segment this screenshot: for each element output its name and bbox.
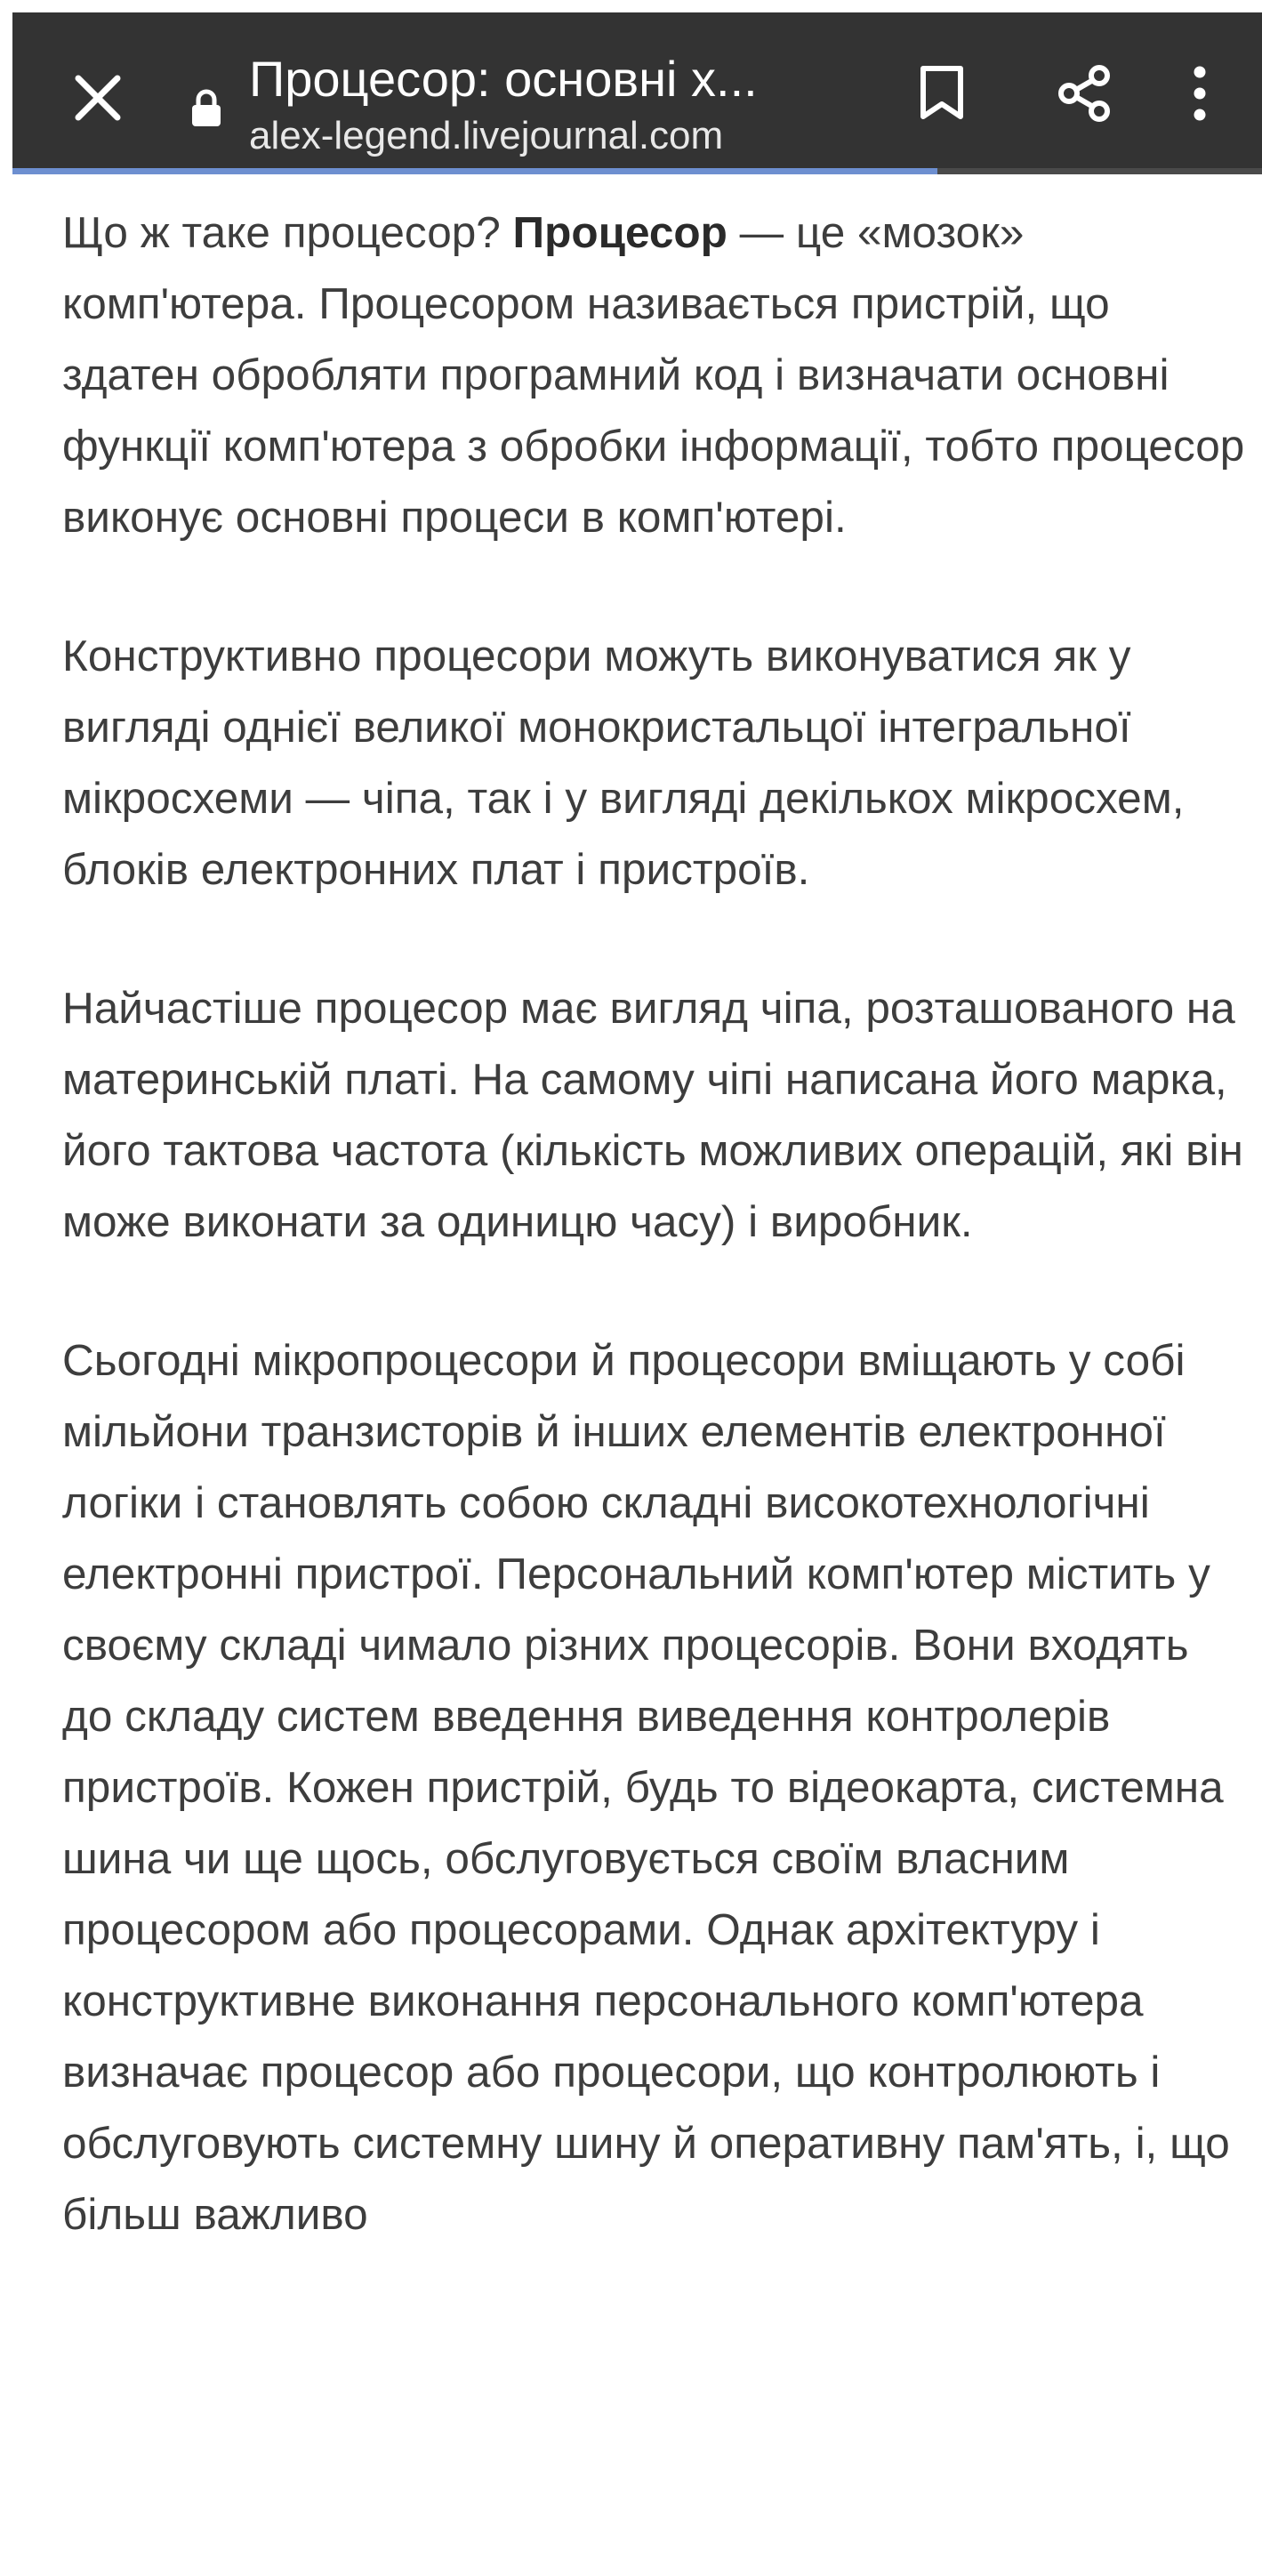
page-url: alex-legend.livejournal.com	[249, 114, 724, 157]
close-button[interactable]	[44, 44, 151, 151]
close-icon	[73, 73, 123, 123]
share-icon	[1055, 64, 1113, 123]
more-vertical-icon	[1191, 65, 1209, 122]
article-paragraph-3: Найчастіше процесор має вигляд чіпа, розташованого на материнській платі. На самому чіпі написана його марка, його тактова частота (кількість можливих операцій, які він може виконати за одиницю часу) і виробник.	[62, 984, 1243, 1246]
page-load-progress	[12, 168, 1262, 174]
paragraph-1-lead: Що ж таке процесор?	[62, 208, 513, 257]
page-info[interactable]	[249, 48, 863, 160]
more-menu-button[interactable]	[1160, 44, 1240, 142]
article-paragraph-4: Сьогодні мікропроцесори й процесори вміщають у собі мільйони транзисторів й інших елементів електронної логіки і становлять собою складні високотехнологічні електронні пристрої. Персональний комп'ютер містить у своєму складі чимало різних процесорів. Вони входять до складу систем введення виведення контролерів пристроїв. Кожен пристрій, будь то відеокарта, системна шина чи ще щось, обслуговується своїм власним процесором або процесорами. Однак архітектуру і конструктивне виконання персонального комп'ютера визначає процесор або процесори, що контролюють і обслуговують системну шину й оперативну пам'ять, і, що більш важливо	[62, 1336, 1230, 2239]
paragraph-1-bold-term: Процесор	[512, 208, 727, 257]
page-title: Процесор: основні х...	[249, 51, 758, 107]
article-paragraph-2: Конструктивно процесори можуть виконуватися як у вигляді однієї великої монокристальцої інтегральної мікросхеми — чіпа, так і у вигляді декількох мікросхем, блоків електронних плат і пристроїв.	[62, 632, 1185, 894]
bookmark-icon	[918, 65, 966, 122]
bookmark-button[interactable]	[893, 44, 991, 142]
article-body	[62, 197, 1250, 2318]
share-button[interactable]	[1035, 44, 1133, 142]
paragraph-1-rest: — це «мозок» комп'ютера. Процесором називається пристрій, що здатен обробляти програмний код і визначати основні функції комп'ютера з обробки інформації, тобто процесор виконує основні процеси в комп'ютері.	[62, 208, 1245, 542]
browser-toolbar	[12, 12, 1262, 174]
lock-icon	[190, 89, 222, 128]
article-paragraph-1	[62, 197, 1250, 553]
page-load-progress-fill	[12, 168, 937, 174]
